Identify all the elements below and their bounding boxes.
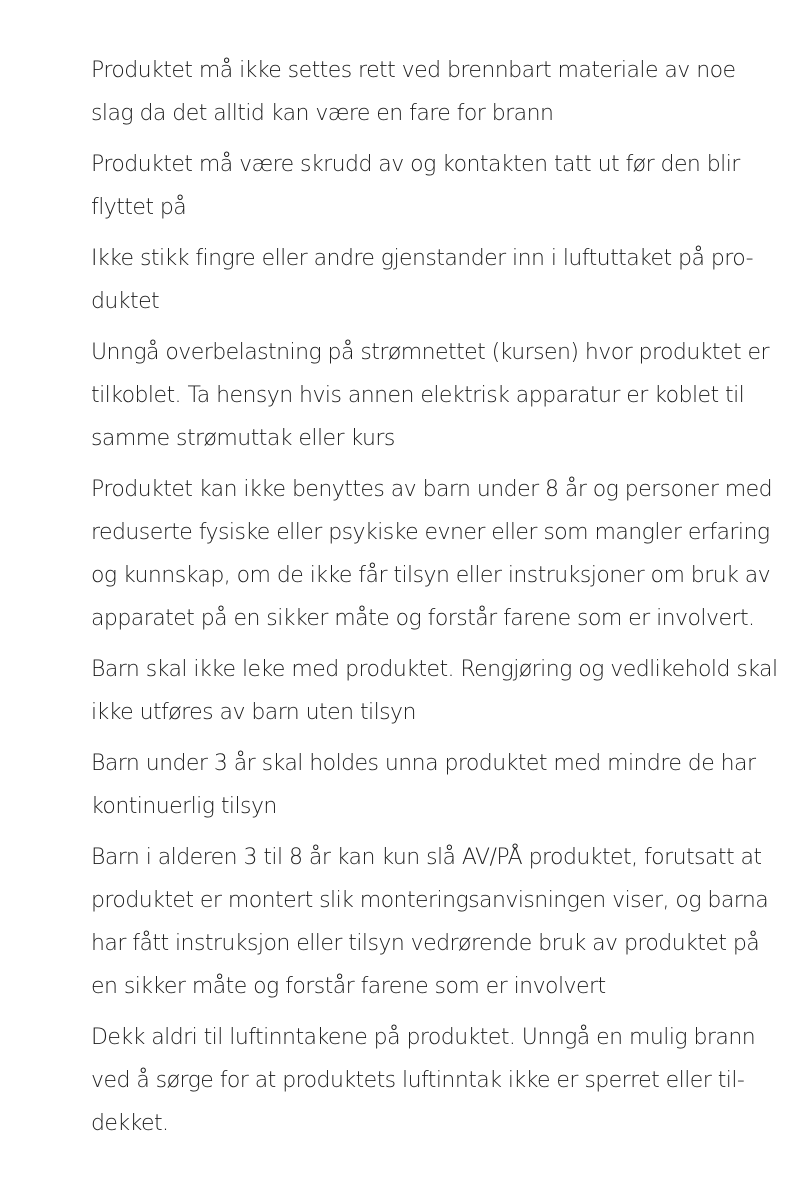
text-line: en sikker måte og forstår farene som er involvert — [91, 974, 606, 999]
safety-paragraph — [91, 648, 778, 734]
text-line: Produktet kan ikke benyttes av barn under 8 år og personer med — [91, 477, 773, 502]
safety-paragraph — [91, 836, 769, 1008]
safety-paragraph — [91, 742, 761, 828]
text-line: reduserte fysiske eller psykiske evner eller som mangler erfaring — [91, 520, 770, 545]
text-line: dekket. — [91, 1111, 169, 1136]
safety-paragraph — [91, 49, 761, 135]
text-line: duktet — [91, 289, 160, 314]
text-line: Produktet må ikke settes rett ved brennbart materiale av noe — [91, 58, 736, 83]
text-line: Dekk aldri til luftinntakene på produktet. Unngå en mulig brann — [91, 1025, 756, 1050]
text-line: apparatet på en sikker måte og forstår farene som er involvert. — [91, 606, 755, 631]
text-line: Barn skal ikke leke med produktet. Rengjøring og vedlikehold skal — [91, 657, 778, 682]
text-line: samme strømuttak eller kurs — [91, 426, 395, 451]
text-line: Barn i alderen 3 til 8 år kan kun slå AV/PÅ produktet, forutsatt at — [91, 845, 762, 870]
text-line: ved å sørge for at produktets luftinntak ikke er sperret eller til- — [91, 1068, 745, 1093]
text-line: slag da det alltid kan være en fare for brann — [91, 101, 554, 126]
safety-paragraph — [91, 1016, 761, 1145]
safety-paragraph — [91, 468, 773, 640]
safety-paragraph — [91, 143, 761, 229]
text-line: produktet er montert slik monteringsanvisningen viser, og barna — [91, 888, 769, 913]
text-line: tilkoblet. Ta hensyn hvis annen elektrisk apparatur er koblet til — [91, 383, 745, 408]
text-line: Barn under 3 år skal holdes unna produktet med mindre de har — [91, 751, 756, 776]
text-line: har fått instruksjon eller tilsyn vedrørende bruk av produktet på — [91, 931, 760, 956]
text-line: Ikke stikk fingre eller andre gjenstander inn i luftuttaket på pro- — [91, 246, 753, 271]
text-line: Unngå overbelastning på strømnettet (kursen) hvor produktet er — [91, 340, 769, 365]
text-line: flyttet på — [91, 195, 187, 220]
text-line: Produktet må være skrudd av og kontakten tatt ut før den blir — [91, 152, 740, 177]
text-line: og kunnskap, om de ikke får tilsyn eller instruksjoner om bruk av — [91, 563, 771, 588]
text-line: kontinuerlig tilsyn — [91, 794, 277, 819]
safety-instructions-text — [91, 49, 778, 1153]
text-line: ikke utføres av barn uten tilsyn — [91, 700, 416, 725]
safety-paragraph — [91, 331, 769, 460]
safety-paragraph — [91, 237, 761, 323]
